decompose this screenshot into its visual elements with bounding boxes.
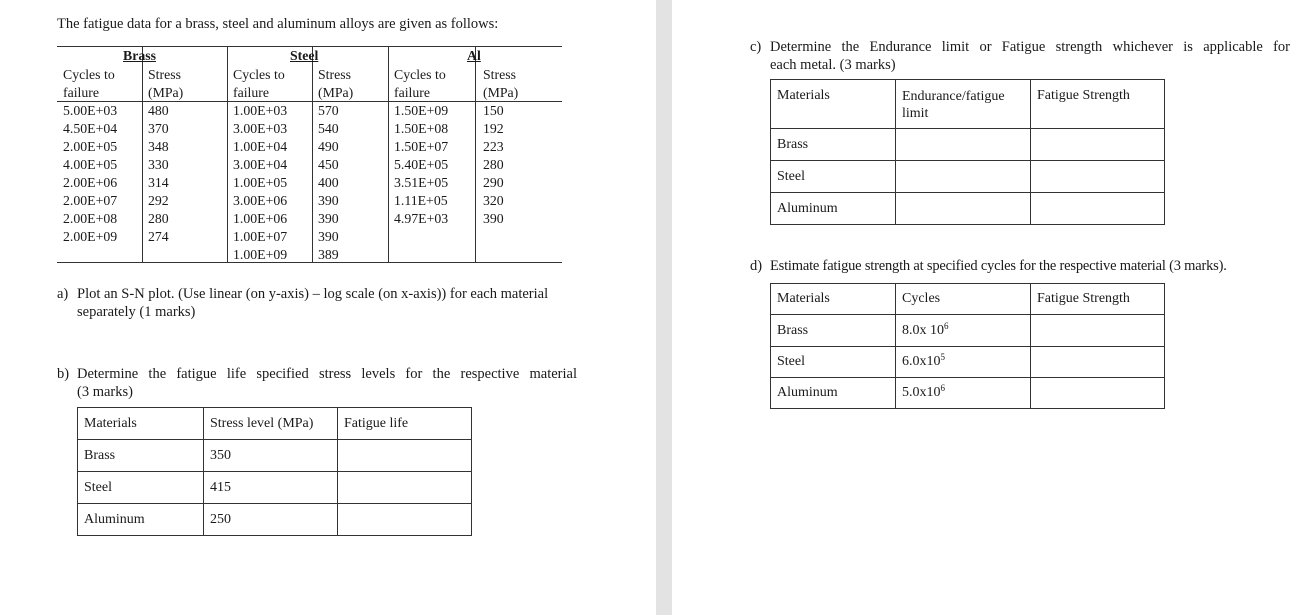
table-header-cell: Stress level (MPa) [204, 408, 338, 440]
header-line: limit [902, 106, 929, 121]
intro-text: The fatigue data for a brass, steel and aluminum alloys are given as follows: [57, 16, 499, 32]
question-d [750, 258, 1310, 278]
table-cell: 4.50E+04 [63, 121, 118, 136]
question-text [770, 39, 1290, 74]
fatigue-data-table [57, 46, 562, 263]
table-cell: Brass [78, 440, 204, 472]
table-header-cell: Materials [771, 80, 896, 129]
group-heading-steel: Steel [290, 48, 319, 63]
table-cell: 1.00E+03 [233, 103, 288, 118]
table-cell: 1.50E+08 [394, 121, 449, 136]
cycles-exponent: 6 [940, 383, 945, 393]
table-cell: 570 [318, 103, 339, 118]
column-header: (MPa) [318, 85, 354, 100]
document-page-left [0, 0, 656, 615]
table-cell: 1.50E+07 [394, 139, 449, 154]
table-cell: 390 [318, 193, 339, 208]
table-cell: 150 [483, 103, 504, 118]
table-header-cell: Materials [78, 408, 204, 440]
question-label: b) [57, 366, 70, 382]
cycles-mantissa: 5.0x10 [902, 385, 941, 400]
answer-cell[interactable] [338, 472, 472, 504]
table-cell: 540 [318, 121, 339, 136]
table-divider [475, 46, 476, 263]
question-text [77, 366, 577, 401]
table-cell: 330 [148, 157, 169, 172]
table-cell: 415 [204, 472, 338, 504]
table-cell: 3.00E+04 [233, 157, 288, 172]
question-line: Plot an S-N plot. (Use linear (on y-axis) – log scale (on x-axis)) for each material [77, 286, 549, 302]
table-divider [227, 46, 228, 263]
cycles-mantissa: 8.0x 10 [902, 322, 944, 338]
group-heading-brass: Brass [123, 48, 156, 63]
table-cell: 390 [318, 229, 339, 244]
al-stress-column [483, 66, 518, 228]
question-label: c) [750, 39, 762, 55]
table-cell: 250 [204, 504, 338, 536]
table-cell: 350 [204, 440, 338, 472]
table-cell: 3.00E+03 [233, 121, 288, 136]
table-cell: 290 [483, 175, 504, 190]
table-divider [312, 46, 313, 263]
answer-cell[interactable] [1031, 315, 1165, 347]
group-heading-al: Al [467, 48, 481, 63]
table-cell: 400 [318, 175, 339, 190]
table-header-cell: Fatigue Strength [1031, 284, 1165, 315]
column-header: failure [394, 85, 431, 100]
question-label: d) [750, 258, 763, 274]
cycles-mantissa: 6.0x10 [902, 354, 941, 369]
table-cell: 192 [483, 121, 504, 136]
table-cell: 4.00E+05 [63, 157, 118, 172]
question-a [57, 286, 617, 326]
column-header: Cycles to [63, 67, 115, 82]
answer-cell[interactable] [1031, 378, 1165, 409]
brass-cycles-column [63, 66, 117, 246]
table-top-rule [57, 46, 562, 47]
question-line: Determine the fatigue life specified stress levels for the respective material [77, 366, 577, 382]
table-divider [388, 46, 389, 263]
table-cell: 5.40E+05 [394, 157, 449, 172]
table-cell: 1.00E+06 [233, 211, 288, 226]
column-header: (MPa) [483, 85, 519, 100]
table-cell: 348 [148, 139, 169, 154]
table-cell: Brass [771, 315, 896, 347]
cycles-exponent: 5 [940, 352, 945, 362]
al-cycles-column [394, 66, 448, 228]
table-cell: 1.50E+09 [394, 103, 449, 118]
question-text [77, 286, 548, 321]
answer-cell[interactable] [338, 440, 472, 472]
document-page-right [672, 0, 1314, 615]
table-cell: 3.00E+06 [233, 193, 288, 208]
table-header-cell: Fatigue life [338, 408, 472, 440]
column-header: Cycles to [233, 67, 285, 82]
column-header: Cycles to [394, 67, 446, 82]
header-line: Endurance/fatigue [902, 89, 1005, 104]
question-line: (3 marks) [77, 383, 133, 400]
table-cell: 2.00E+09 [63, 229, 118, 244]
endurance-limit-table [770, 79, 1165, 225]
table-cell: 3.51E+05 [394, 175, 449, 190]
table-cell: 2.00E+08 [63, 211, 118, 226]
table-cell: 320 [483, 193, 504, 208]
table-cell: 280 [483, 157, 504, 172]
table-cell: 450 [318, 157, 339, 172]
fatigue-life-table [77, 407, 472, 536]
table-cell: 1.00E+09 [233, 247, 288, 262]
steel-cycles-column [233, 66, 287, 264]
table-header-cell: Materials [771, 284, 896, 315]
table-cell: Aluminum [771, 193, 896, 225]
question-line: each metal. (3 marks) [770, 56, 896, 73]
table-cell: 314 [148, 175, 169, 190]
page-gutter [656, 0, 672, 615]
steel-stress-column [318, 66, 353, 264]
table-cell: 5.00E+03 [63, 103, 118, 118]
table-cell: 292 [148, 193, 169, 208]
table-cell: 370 [148, 121, 169, 136]
answer-cell[interactable] [1031, 161, 1165, 193]
table-cell: Brass [771, 129, 896, 161]
question-b [57, 366, 617, 406]
brass-stress-column [148, 66, 183, 246]
table-cell: 480 [148, 103, 169, 118]
table-cell: Steel [78, 472, 204, 504]
table-cell: Aluminum [771, 378, 896, 409]
cycles-exponent: 6 [944, 320, 949, 331]
question-line: Determine the Endurance limit or Fatigue strength whichever is applicable for [770, 39, 1290, 55]
cycles-cell [896, 347, 1031, 378]
table-cell: 390 [483, 211, 504, 226]
table-cell: 2.00E+05 [63, 139, 118, 154]
column-header: Stress [483, 67, 516, 82]
table-cell: Steel [771, 161, 896, 193]
cycles-cell [896, 378, 1031, 409]
question-c [750, 39, 1295, 79]
table-cell: 1.00E+04 [233, 139, 288, 154]
answer-cell[interactable] [896, 161, 1031, 193]
table-header-cell: Cycles [896, 284, 1031, 315]
column-header: failure [233, 85, 270, 100]
question-text: Estimate fatigue strength at specified cycles for the respective material (3 marks). [770, 258, 1227, 274]
answer-cell[interactable] [338, 504, 472, 536]
question-line: separately (1 marks) [77, 303, 196, 320]
question-label: a) [57, 286, 69, 302]
table-cell: Aluminum [78, 504, 204, 536]
table-cell: 2.00E+07 [63, 193, 118, 208]
table-cell: 389 [318, 247, 339, 262]
cycles-cell [896, 315, 1031, 347]
table-divider [142, 46, 143, 263]
table-cell: 2.00E+06 [63, 175, 118, 190]
table-cell: 490 [318, 139, 339, 154]
table-header-cell: Fatigue Strength [1031, 80, 1165, 129]
column-header: failure [63, 85, 100, 100]
table-cell: 280 [148, 211, 169, 226]
fatigue-strength-table [770, 283, 1165, 409]
table-cell: Steel [771, 347, 896, 378]
column-header: Stress [148, 67, 181, 82]
table-cell: 1.11E+05 [394, 193, 448, 208]
answer-cell[interactable] [1031, 193, 1165, 225]
table-cell: 1.00E+07 [233, 229, 288, 244]
answer-cell[interactable] [1031, 347, 1165, 378]
table-cell: 4.97E+03 [394, 211, 449, 226]
table-cell: 223 [483, 139, 504, 154]
column-header: (MPa) [148, 85, 184, 100]
table-bottom-rule [57, 262, 562, 263]
table-header-cell [896, 80, 1031, 129]
table-cell: 1.00E+05 [233, 175, 288, 190]
answer-cell[interactable] [896, 129, 1031, 161]
table-cell: 274 [148, 229, 169, 244]
column-header: Stress [318, 67, 351, 82]
answer-cell[interactable] [1031, 129, 1165, 161]
answer-cell[interactable] [896, 193, 1031, 225]
table-cell: 390 [318, 211, 339, 226]
